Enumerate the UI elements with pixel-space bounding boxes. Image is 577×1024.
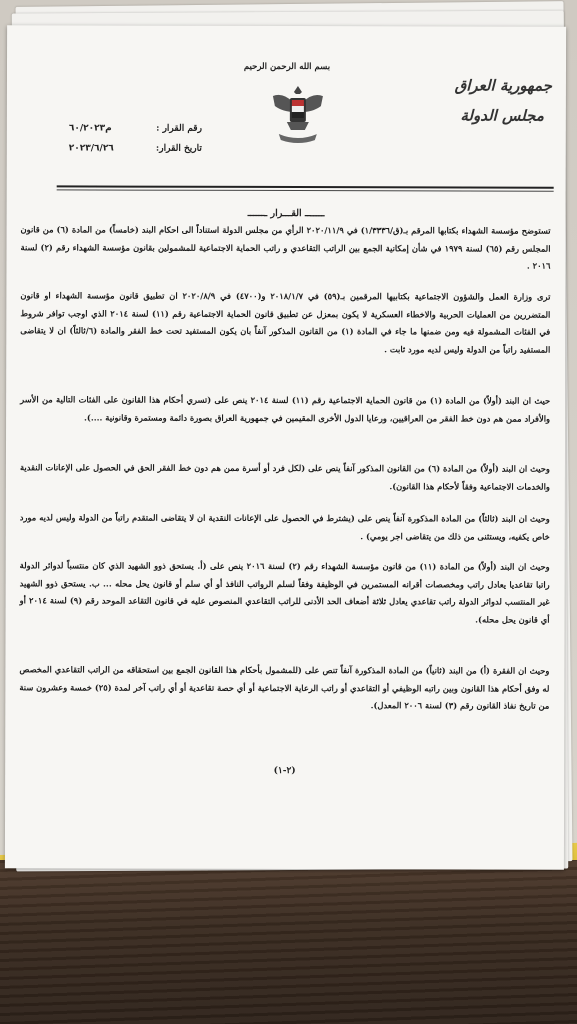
paragraph-1: تستوضح مؤسسة الشهداء بكتابها المرقم بـ(ق/١/٣٣٣٦) في ٢٠٢٠/١١/٩ الرأي من مجلس الدولة استناداً الى احكام البند (خامساً) من المادة (٦) من قانون المجلس رقم (٦٥) لسنة ١٩٧٩ في شأن إمكانية الجمع بين الراتب التقاعدي و راتب الحماية الاجتماعية للمشمولين بقانون مؤسسة الشهداء رقم (٢) لسنة ٢٠١٦ . (20, 224, 551, 271)
iraq-eagle-emblem-icon (269, 82, 327, 150)
logo-line-council: مجلس الدولة (460, 106, 544, 125)
decision-number-label: رقم القرار : (156, 123, 202, 134)
paragraph-6: وحيث ان البند (أولاً) من المادة (١١) من قانون مؤسسة الشهداء رقم (٢) لسنة ٢٠١٦ ينص على (أ. يستحق ذوو الشهيد الذي كان منتسباً لدوائر الدولة راتبا تقاعديا يعادل راتب ومخصصات أقرانه المستمرين في الوظيفة وفقاً لسلم الرواتب النافذ أو أي سلم أو قانون يحل محله ... ب. يستحق ذوو الشهيد غير المنتسب لدوائر الدولة راتب تقاعدي يعادل ثلاثة أضعاف الحد الأدنى للراتب التقاعدي المنصوص عليه في قانون التقاعد الموحد رقم (٩) لسنة ٢٠١٤ أو أي قانون يحل محله). (19, 560, 550, 625)
decision-heading: ـــــــ القـــرار ـــــــ (247, 207, 325, 220)
decision-date-value: ٢٠٢٣/٦/٢٦ (68, 143, 114, 154)
document-page (5, 25, 566, 869)
paragraph-3: حيث ان البند (أولاً) من المادة (١) من قانون الحماية الاجتماعية رقم (١١) لسنة ٢٠١٤ ينص على (تسري أحكام هذا القانون على الفئات التالية من الأسر والأفراد ممن هم دون خط الفقر من العراقيين، ورعايا الدول الأخرى المقيمين في جمهورية العراق بصورة دائمة ومستمرة وقانونية ....). (20, 394, 551, 424)
header-divider (57, 185, 554, 188)
decision-number-value: م٦٠/٢٠٢٣ (68, 123, 112, 134)
page-number: (٢-١) (273, 765, 296, 777)
logo-line-republic: جمهورية العراق (454, 76, 552, 95)
basmala: بسم الله الرحمن الرحيم (243, 61, 331, 73)
paragraph-7: وحيث ان الفقرة (أ) من البند (ثانياً) من المادة المذكورة آنفاً تنص على (للمشمول بأحكام هذا القانون الجمع بين استحقاقه من الراتب التقاعدي المخصص له وفق أحكام هذا القانون وبين راتبه الوظيفي أو التقاعدي أو راتب الرعاية الاجتماعية أو أي حصة تقاعدية أو أي راتب آخر لمدة (٢٥) خمسة وعشرون سنة من تاريخ نفاذ القانون رقم (٣) لسنة ٢٠٠٦ المعدل). (19, 664, 550, 711)
paragraph-4: وحيث ان البند (أولاً) من المادة (٦) من القانون المذكور آنفاً ينص على (لكل فرد أو أسرة ممن هم دون خط الفقر الحق في الحصول على الإعانات النقدية والخدمات الاجتماعية وفقاً لأحكام هذا القانون). (19, 462, 550, 492)
header-divider-thin (57, 189, 554, 191)
decision-number-row (69, 123, 202, 133)
paragraph-5: وحيث ان البند (ثالثاً) من المادة المذكورة آنفاً ينص على (يشترط في الحصول على الإعانات النقدية ان لا يتقاضى المتقدم راتباً من الدولة وليس لديه مورد خاص يكفيه، ويستثنى من ذلك من يتقاضى اجر يومي) . (19, 512, 550, 542)
iraq-state-council-logo (422, 76, 552, 124)
paragraph-2: ترى وزارة العمل والشؤون الاجتماعية بكتابيها المرقمين بـ(٥٩) في ٢٠١٨/١/٧ و(٤٧٠٠) في ٢٠٢٠/٨/٩ ان تطبيق قانون مؤسسة الشهداء او قانون المتضررين من العمليات الحربية والاخطاء العسكرية لا يكون بمعزل عن تطبيق قانون الحماية الاجتماعية رقم (١١) لسنة ٢٠١٤ الذي اوجب توافر شروط في الفئات المشمولة فيه ومن ضمنها ما جاء في المادة (١) من القانون المذكور آنفاً بان يكون المستفيد تحت خط الفقر والمادة (٦/ثالثاً) ان لا يتقاضى المستفيد راتباً من الدولة وليس لديه مورد ثابت . (20, 290, 551, 355)
wooden-desk (0, 860, 577, 1024)
decision-date-row (69, 143, 202, 153)
decision-date-label: تاريخ القرار: (155, 143, 202, 154)
